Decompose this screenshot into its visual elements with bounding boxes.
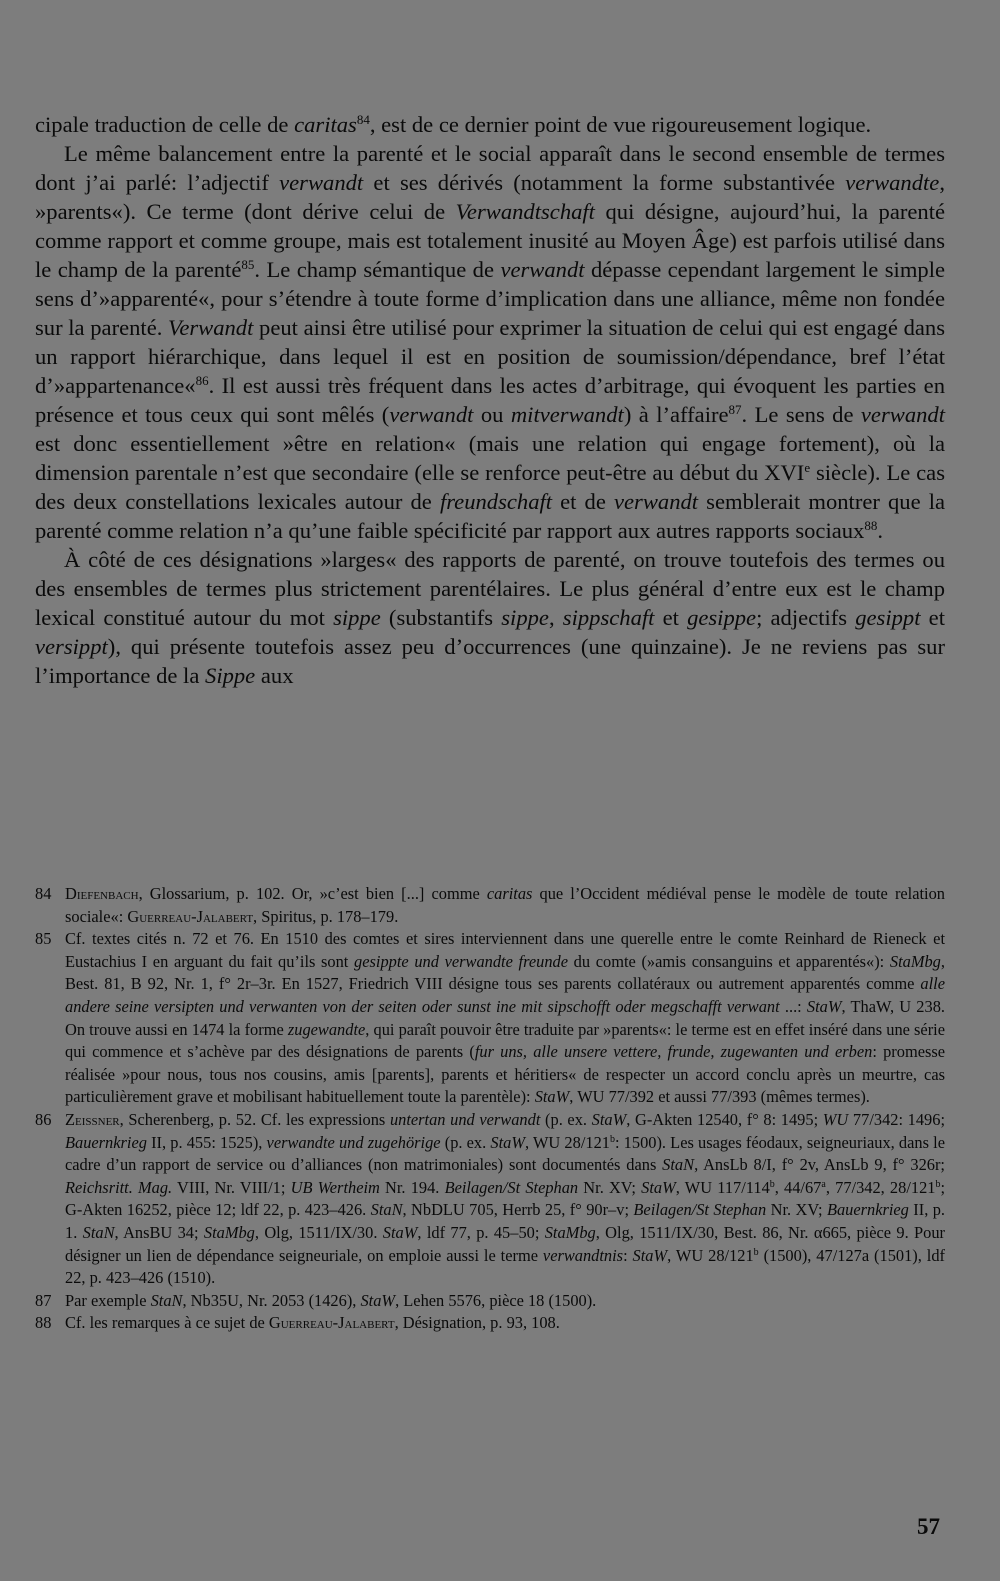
body-paragraph: Le même balancement entre la parenté et le social apparaît dans le second ensemble de termes dont j’ai parlé: l’adjectif verwandt et ses dérivés (notamment la forme substantivée verwandte, »parents«). Ce terme (dont dérive celui de Verwandtschaft qui désigne, aujourd’hui, la parenté comme rapport et comme groupe, mais est totalement inusité au Moyen Âge) est parfois utilisé dans le champ de la parenté$^{85}$. Le champ sémantique de verwandt dépasse cependant largement le simple sens d’»apparenté«, pour s’étendre à toute forme d’implication dans une alliance, même non fondée sur la parenté. Verwandt peut ainsi être utilisé pour exprimer la situation de celui qui est engagé dans un rapport hiérarchique, dans lequel il est en position de soumission/dépendance, bref l’état d’»appartenance«$^{86}$. Il est aussi très fréquent dans les actes d’arbitrage, qui évoquent les parties en présence et tous ceux qui sont mêlés (verwandt ou mitverwandt) à l’affaire$^{87}$. Le sens de verwandt est donc essentiellement »être en relation« (mais une relation qui engage fortement), où la dimension parentale n’est que secondaire (elle se renforce peut-être au début du XVIe siècle). Le cas des deux constellations lexicales autour de freundschaft et de verwandt semblerait montrer que la parenté comme relation n’a qu’une faible spécificité par rapport aux autres rapports sociaux$^{88}$. — [35, 141, 946, 543]
body-paragraph: cipale traduction de celle de caritas$^{84}$, est de ce dernier point de vue rigoureusement logique. — [35, 112, 872, 137]
footnote — [35, 1290, 945, 1313]
footnote — [35, 1312, 945, 1335]
page-number: 57 — [917, 1514, 940, 1539]
footnote — [35, 928, 945, 1109]
footnote-text: Par exemple StaN, Nb35U, Nr. 2053 (1426), StaW, Lehen 5576, pièce 18 (1500). — [65, 1290, 597, 1310]
footnote-number: 84 — [35, 884, 52, 903]
footnote-text: Diefenbach, Glossarium, p. 102. Or, »c’est bien [...] comme caritas que l’Occident médiéval pense le modèle de toute relation sociale«: Guerreau-Jalabert, Spiritus, p. 178–179. — [65, 884, 945, 926]
main-text — [35, 110, 945, 690]
footnote-number: 85 — [35, 929, 52, 949]
body-paragraph: À côté de ces désignations »larges« des rapports de parenté, on trouve toutefois des termes ou des ensembles de termes plus strictement parentélaires. Le plus général d’entre eux est le champ lexical constitué autour du mot sippe (substantifs sippe, sippschaft et gesippe; adjectifs gesippt et versippt), qui présente toutefois assez peu d’occurrences (une quinzaine). Je ne reviens pas sur l’importance de la Sippe aux — [35, 547, 945, 688]
footnote — [35, 883, 945, 928]
footnote-number: 88 — [35, 1313, 52, 1333]
footnote-text: Zeissner, Scherenberg, p. 52. Cf. les expressions untertan und verwandt (p. ex. StaW, G-Akten 12540, f° 8: 1495; WU 77/342: 1496; Bauernkrieg II, p. 455: 1525), verwandte und zugehörige (p. ex. StaW, WU 28/121$^b$: 1500). Les usages féodaux, seigneuriaux, dans le cadre d’un rapport de service ou d’alliances (non matrimoniales) sont documentés dans StaN, AnsLb 8/I, f° 2v, AnsLb 9, f° 326r; Reichsritt. Mag. VIII, Nr. VIII/1; UB Wertheim Nr. 194. Beilagen/St Stephan Nr. XV; StaW, WU 117/114$^b$, 44/67$^a$, 77/342, 28/121$^b$; G-Akten 16252, pièce 12; ldf 22, p. 423–426. StaN, NbDLU 705, Herrb 25, f° 90r–v; Beilagen/St Stephan Nr. XV; Bauernkrieg II, p. 1. StaN, AnsBU 34; StaMbg, Olg, 1511/IX/30. StaW, ldf 77, p. 45–50; StaMbg, Olg, 1511/IX/30, Best. 86, Nr. α665, pièce 9. Pour désigner un lien de dépendance seigneuriale, on emploie aussi le terme verwandtnis: StaW, WU 28/121$^b$ (1500), 47/127a (1501), ldf 22, p. 423–426 (1510). — [65, 1109, 946, 1288]
footnote-number: 87 — [35, 1290, 52, 1310]
footnote-number: 86 — [35, 1109, 52, 1129]
footnote-text: Cf. les remarques à ce sujet de Guerreau-Jalabert, Désignation, p. 93, 108. — [65, 1313, 560, 1333]
footnote-text: Cf. textes cités n. 72 et 76. En 1510 des comtes et sires interviennent dans une querelle entre le comte Reinhard de Rieneck et Eustachius I en arguant du fait qu’ils sont gesippte und verwandte freunde du comte (»amis consanguins et apparentés«): StaMbg, Best. 81, B 92, Nr. 1, f° 2r–3r. En 1527, Friedrich VIII désigne tous ses parents collatéraux ou autrement apparentés comme alle andere seine versipten und verwanten von der seiten oder sunst ine mit sipschofft oder megschafft verwant ...: StaW, ThaW, U 238. On trouve aussi en 1474 la forme zugewandte, qui paraît pouvoir être traduite par »parents«: le terme est en effet inséré dans une série qui commence et s’achève par des désignations de parents (fur uns, alle unsere vettere, frunde, zugewanten und erben: promesse réalisée »pour nous, tous nos cousins, amis [parents], parents et héritiers« de respecter un accord conclu après un meurtre, cas particulièrement grave et mobilisant habituellement toute la parentèle): StaW, WU 77/392 et aussi 77/393 (mêmes termes). — [65, 929, 945, 1107]
footnote — [35, 1109, 945, 1290]
footnotes — [35, 883, 945, 1335]
